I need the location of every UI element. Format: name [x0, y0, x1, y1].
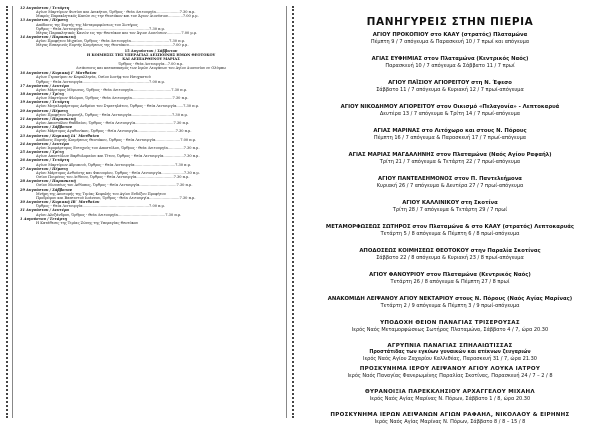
schedule-service: Αγίων Μαρτύρων Φλώρου, Όρθρος - Θεία Λειτουργία....................................7.30 π.μ. [36, 96, 189, 101]
schedule-service: Αγίου Μάρτυρος Αγαθονίκου, Όρθρος - Θεία Λειτουργία..................................7.30 π.μ. [36, 129, 192, 134]
schedule-service: Απόδοσις της Εορτής της Μεταμορφώσεως του Σωτήρος [36, 22, 138, 27]
left-border-rule [12, 6, 13, 418]
schedule-service: Αγίων Αποστόλων Βαρθολομαίου και Τίτου, Όρθρος - Θεία Λειτουργία..................7.30 π.μ. [36, 154, 200, 159]
festival-dates: Κυριακή 26 / 7 απόγευμα & Δευτέρα 27 / 7 πρωί-απόγευμα [376, 183, 524, 189]
festival-entry [300, 296, 600, 320]
festival-heading: ΑΠΟΔΟΣΕΩΣ ΚΟΙΜΗΣΕΩΣ ΘΕΟΤΟΚΟΥ στην Παραλία Σκοτίνας [359, 248, 541, 254]
festival-heading: ΑΓΙΟΥ ΦΑΝΟΥΡΙΟΥ στον Πλαταμώνα (Κεντρικός Ναός) [369, 272, 531, 278]
schedule-service: Μικρός Παρακλητικός Κανών εις την Θεοτόκον και τον Άγιον Διονύσιον.............7.00 μ.μ. [36, 14, 199, 19]
special-event-heading: ΠΡΟΣΚΥΝΗΜΑ ΙΕΡΩΝ ΛΕΙΨΑΝΩΝ ΑΓΙΩΝ ΡΑΦΑΗΛ, ΝΙΚΟΛΑΟΥ & ΕΙΡΗΝΗΣ [330, 412, 570, 418]
feast-block [20, 48, 282, 72]
feast-heading: ΚΑΙ ΑΕΙΠΑΡΘΕΝΟΥ ΜΑΡΙΑΣ [122, 57, 180, 62]
festival-dates: Σάββατο 11 / 7 απόγευμα & Κυριακή 12 / 7 πρωί-απόγευμα [376, 87, 524, 93]
schedule-service: Προδρόμου και Βαπτιστού Ιωάννου, Όρθρος - Θεία Λειτουργία...........................7.30 π.μ. [36, 195, 196, 200]
schedule-date: 30 Αυγούστου / Κυριακή ΙΒ΄ Ματθαίου [20, 200, 100, 205]
schedule-service: Μέγας Εσπερινός Εορτής Κοιμήσεως της Θεοτόκου.......................................7.00 μ.μ. [36, 43, 189, 48]
festival-heading: ΑΓΙΑΣ ΜΑΡΙΝΑΣ στο Λιτόχωρο και στους Ν. Πόρους [373, 128, 527, 134]
festival-entry [300, 80, 600, 104]
schedule-service: Αγίου Προφήτου Σαμουήλ, Όρθρος - Θεία Λειτουργία....................................7.30 π.μ. [36, 112, 188, 117]
festival-heading: ΑΓΙΟΥ ΠΑΪΣΙΟΥ ΑΓΙΟΡΕΙΤΟΥ στη Ν. Έφεσο [388, 80, 512, 86]
service-schedule [20, 6, 282, 225]
special-event [300, 389, 600, 412]
festival-dates: Τρίτη 28 / 7 απόγευμα & Τετάρτη 29 / 7 πρωί [392, 207, 508, 213]
schedule-date: 12 Αυγούστου / Τετάρτη [20, 6, 70, 10]
festival-heading: ΑΓΙΑΣ ΕΥΦΗΜΙΑΣ στον Πλαταμώνα (Κεντρικός Ναός) [371, 56, 529, 62]
schedule-service: Όρθρος - Θεία Λειτουργία...........................................................7.30 π.μ. [36, 26, 165, 31]
festival-entry [300, 152, 600, 176]
schedule-service: Αγίου Μάρτυρος Μύρωνος, Όρθρος - Θεία Λειτουργία..................................7.30 π.μ. [36, 87, 188, 92]
schedule-service: Η Κατάθεσις της Τιμίας Ζώνης της Υπεραγίας Θεοτόκου [36, 220, 139, 225]
special-event-heading: ΑΓΡΥΠΝΙΑ ΠΑΝΑΓΙΑΣ ΣΠΗΛΑΙΩΤΙΣΣΑΣ [387, 343, 513, 349]
special-event-detail: Ιερός Ναός Αγίας Μαρίνας Ν. Πόρων, Σάββατο 1 / 8, ώρα 20.30 [369, 395, 531, 402]
schedule-date: 1 Αυγούστου / Τετάρτη [20, 216, 67, 221]
festivals-column [300, 0, 600, 424]
schedule-date: 19 Αυγούστου / Τετάρτη [20, 100, 70, 105]
festival-entry [300, 56, 600, 80]
festival-entry [300, 176, 600, 200]
schedule-date: 23 Αυγούστου / Κυριακή ΙΑ΄ Ματθαίου [20, 133, 100, 138]
schedule-date: 17 Αυγούστου / Δευτέρα [20, 83, 70, 88]
festival-heading: ΑΓΙΟΥ ΠΡΟΚΟΠΙΟΥ στο ΚΑΑΥ (στρατός) Πλαταμώνα [372, 32, 528, 38]
schedule-date: 14 Αυγούστου / Παρασκευή [20, 35, 76, 40]
right-border-ornament [292, 6, 294, 418]
festival-dates: Σάββατο 22 / 8 απόγευμα & Κυριακή 23 / 8 πρωί-απόγευμα [376, 255, 524, 261]
feast-detail: Όρθρος - Θεία Λειτουργία...7.00 π.μ. [118, 61, 184, 66]
special-event [300, 412, 600, 424]
schedule-service: Αγίων Μαρτύρων Φωτίου και Ανικήτου, Όρθρος - Θεία Λειτουργία.....................7.30 π.μ. [36, 10, 196, 15]
special-event-detail: Ιερός Ναός Μεταμορφώσεως Σωτήρος Πλαταμώνα, Σάββατο 4 / 7, ώρα 20.30 [351, 326, 549, 333]
schedule-service: Απόδοσις Εορτής Κοιμήσεως Θεοτόκου, Όρθρος - Θεία Λειτουργία......................7.00 π.μ. [36, 137, 197, 142]
festival-dates: Τετάρτη 5 / 8 απόγευμα & Πέμπτη 6 / 8 πρωί-απόγευμα [380, 231, 520, 237]
schedule-date: 21 Αυγούστου / Παρασκευή [20, 116, 76, 121]
schedule-date: 31 Αυγούστου / Δευτέρα [20, 208, 70, 213]
schedule-date: 27 Αυγούστου / Πέμπτη [20, 166, 68, 171]
schedule-service: Αγίου Αλεξάνδρου, Όρθρος - Θεία Λειτουργία..........................................7.30 π.μ. [36, 212, 182, 217]
schedule-service: Οσίου Ποιμένος του Λιθίνου, Όρθρος - Θεία Λειτουργία.................................7.30 π.μ. [36, 175, 190, 180]
special-event-heading: ΘΥΡΑΝΟΙΞΙΑ ΠΑΡΕΚΚΛΗΣΙΟΥ ΑΡΧΑΓΓΕΛΟΥ ΜΙΧΑΗΛ [365, 389, 535, 395]
schedule-date: 18 Αυγούστου / Τρίτη [20, 91, 64, 96]
festival-dates: Τρίτη 21 / 7 απόγευμα & Τετάρτη 22 / 7 πρωί-απόγευμα [379, 159, 521, 165]
festival-dates: Παρασκευή 10 / 7 απόγευμα & Σάββατο 11 / 7 πρωί [385, 63, 515, 69]
festival-entry [300, 248, 600, 272]
right-border-rule [286, 6, 287, 418]
festival-dates: Πέμπτη 9 / 7 απόγευμα & Παρασκευή 10 / 7 πρωί και απόγευμα [370, 39, 530, 45]
schedule-service: Μέγας Παρακλητικός Κανών εις την Θεοτόκον και τον Άγιον Διονύσιον.............7.00 μ.μ. [36, 30, 198, 35]
festival-dates: Δευτέρα 13 / 7 απόγευμα & Τρίτη 14 / 7 πρωί-απόγευμα [379, 111, 521, 117]
special-event [300, 366, 600, 389]
special-event-detail: Ιερός Ναός Παναγίας Φανερωμένης Παραλίας Σκοτίνας, Παρασκευή 24 / 7 – 2 / 8 [347, 372, 553, 379]
special-event-detail: Ιερός Ναός Αγίου Ζαχαρίου Καλλιθέας, Παρασκευή 31 / 7, ώρα 21.30 [363, 356, 537, 362]
schedule-date: 29 Αυγούστου / Σάββατον [20, 187, 73, 192]
feast-heading: 15 Αυγούστου / Σάββατον [124, 48, 178, 53]
festival-entry [300, 200, 600, 224]
festival-dates: Τετάρτη 26 / 8 απόγευμα & Πέμπτη 27 / 8 πρωί [390, 279, 510, 285]
schedule-date: 16 Αυγούστου / Κυριακή Ι΄ Ματθαίου [20, 71, 97, 76]
festival-dates: Πέμπτη 16 / 7 απόγευμα & Παρασκευή 17 / 7 πρωί-απόγευμα [373, 135, 527, 141]
schedule-service: Αγίου Μάρτυρος Ανθούσης και Φανουρίου, Όρθρος - Θεία Λειτουργία....................7.30 π.μ. [36, 170, 200, 175]
festival-entry [300, 128, 600, 152]
feast-detail: Λιτάνευσις και κατασπασμός των Ιερών Λειψάνων του Αγίου Διονυσίου εν Ολύμπω [76, 65, 226, 70]
schedule-service: Μνήμη της Αποτομής της Τιμίας Κεφαλής του Αγίου Ενδόξου Προφήτου [36, 191, 166, 196]
schedule-date: 26 Αυγούστου / Τετάρτη [20, 158, 70, 163]
schedule-service: Αγίου Προφήτου Μιχαίου, Όρθρος - Θεία Λειτουργία..................................7.30 π.μ. [36, 39, 186, 44]
schedule-service: Αγίων Γερασίμου εν Κεφαλληνία, Οσίου Ιωσήφ του Ησυχαστού [36, 75, 151, 80]
festival-entry [300, 272, 600, 296]
special-events-list [300, 320, 600, 424]
special-event-heading: ΠΡΟΣΚΥΝΗΜΑ ΙΕΡΟΥ ΛΕΙΨΑΝΟΥ ΑΓΙΟΥ ΛΟΥΚΑ ΙΑΤΡΟΥ [359, 366, 541, 372]
special-event [300, 320, 600, 343]
schedule-date: 22 Αυγούστου / Σάββατον [20, 125, 73, 130]
schedule-service: Αγίου Αποστόλου Θαδδαίου, Όρθρος - Θεία Λειτουργία..................................7.30 π.μ. [36, 121, 190, 126]
schedule-service: Αγίου Μεγαλομάρτυρος Ανδρέου του Στρατηλάτου, Όρθρος - Θεία Λειτουργία......7.30 π.μ. [36, 104, 200, 109]
schedule-date: 20 Αυγούστου / Πέμπτη [20, 108, 68, 113]
schedule-service: Όρθρος - Θεία Λειτουργία...........................................................7.00 π.μ. [36, 79, 165, 84]
schedule-date: 28 Αυγούστου / Παρασκευή [20, 179, 76, 184]
schedule-date: 13 Αυγούστου / Πέμπτη [20, 18, 68, 23]
special-event-detail: Ιερός Ναός Αγίας Μαρίνας Ν. Πόρων, Σάββατο 8 / 8 – 15 / 8 [374, 418, 526, 424]
festival-heading: ΑΓΙΟΥ ΝΙΚΟΔΗΜΟΥ ΑΓΙΟΡΕΙΤΟΥ στον Οικισμό «Πελαγονία» - Λεπτοκαρυά [340, 104, 560, 110]
festival-entry [300, 224, 600, 248]
schedule-date: 25 Αυγούστου / Τρίτη [20, 150, 64, 155]
schedule-service: Αγίου Ιερομάρτυρος Ευτυχούς του Αποστόλου, Όρθρος - Θεία Λειτουργία..............7.30 π.μ. [36, 146, 200, 150]
festival-heading: ΑΓΙΟΥ ΚΑΛΛΙΝΙΚΟΥ στη Σκοτίνα [402, 200, 498, 206]
schedule-service: Όρθρος - Θεία Λειτουργία...........................................................7.00 π.μ. [36, 204, 165, 209]
festivals-title: ΠΑΝΗΓΥΡΕΙΣ ΣΤΗΝ ΠΙΕΡΙΑ [366, 16, 534, 28]
feast-heading: Η ΚΟΙΜΗΣΙΣ ΤΗΣ ΥΠΕΡΑΓΙΑΣ ΔΕΣΠΟΙΝΗΣ ΗΜΩΝ ΘΕΟΤΟΚΟΥ [86, 52, 216, 57]
schedule-service: Αγίων Μαρτύρων Αδριανού, Όρθρος - Θεία Λειτουργία....................................7.30 π.μ. [36, 162, 192, 167]
festival-heading: ΑΓΙΑΣ ΜΑΡΙΑΣ ΜΑΓΔΑΛΗΝΗΣ στον Πλαταμώνα (Ναός Αγίου Ραφαήλ) [348, 152, 552, 158]
festival-heading: ΑΝΑΚΟΜΙΔΗ ΛΕΙΨΑΝΟΥ ΑΓΙΟΥ ΝΕΚΤΑΡΙΟΥ στους Ν. Πόρους (Ναός Αγίας Μαρίνας) [327, 296, 573, 302]
schedule-date: 24 Αυγούστου / Δευτέρα [20, 141, 70, 146]
special-event-subtitle: Προστάτιδας των εγκύων γυναικών και ατέκνων ζευγαριών [369, 349, 531, 355]
festival-heading: ΑΓΙΟΥ ΠΑΝΤΕΛΕΗΜΟΝΟΣ στον Π. Παντελεήμονα [378, 176, 522, 182]
left-border-ornament [6, 6, 8, 418]
special-event-heading: ΥΠΟΔΟΧΗ ΘΕΙΟΝ ΠΑΝΑΓΙΑΣ ΤΡΙΣΕΡΟΥΣΑΣ [380, 320, 520, 326]
special-event [300, 343, 600, 366]
festival-entry [300, 104, 600, 128]
festival-dates: Τετάρτη 2 / 9 απόγευμα & Πέμπτη 3 / 9 πρωί-απόγευμα [380, 303, 520, 309]
schedule-service: Οσίου Μωυσέως του Αιθίοπος, Όρθρος - Θεία Λειτουργία.................................7.30 π.μ. [36, 183, 193, 188]
festival-list [300, 32, 600, 320]
festival-entry [300, 32, 600, 56]
festival-heading: ΜΕΤΑΜΟΡΦΩΣΕΩΣ ΣΩΤΗΡΟΣ στον Πλαταμώνα & στο ΚΑΑΥ (στρατός) Λεπτοκαρυάς [325, 224, 575, 230]
